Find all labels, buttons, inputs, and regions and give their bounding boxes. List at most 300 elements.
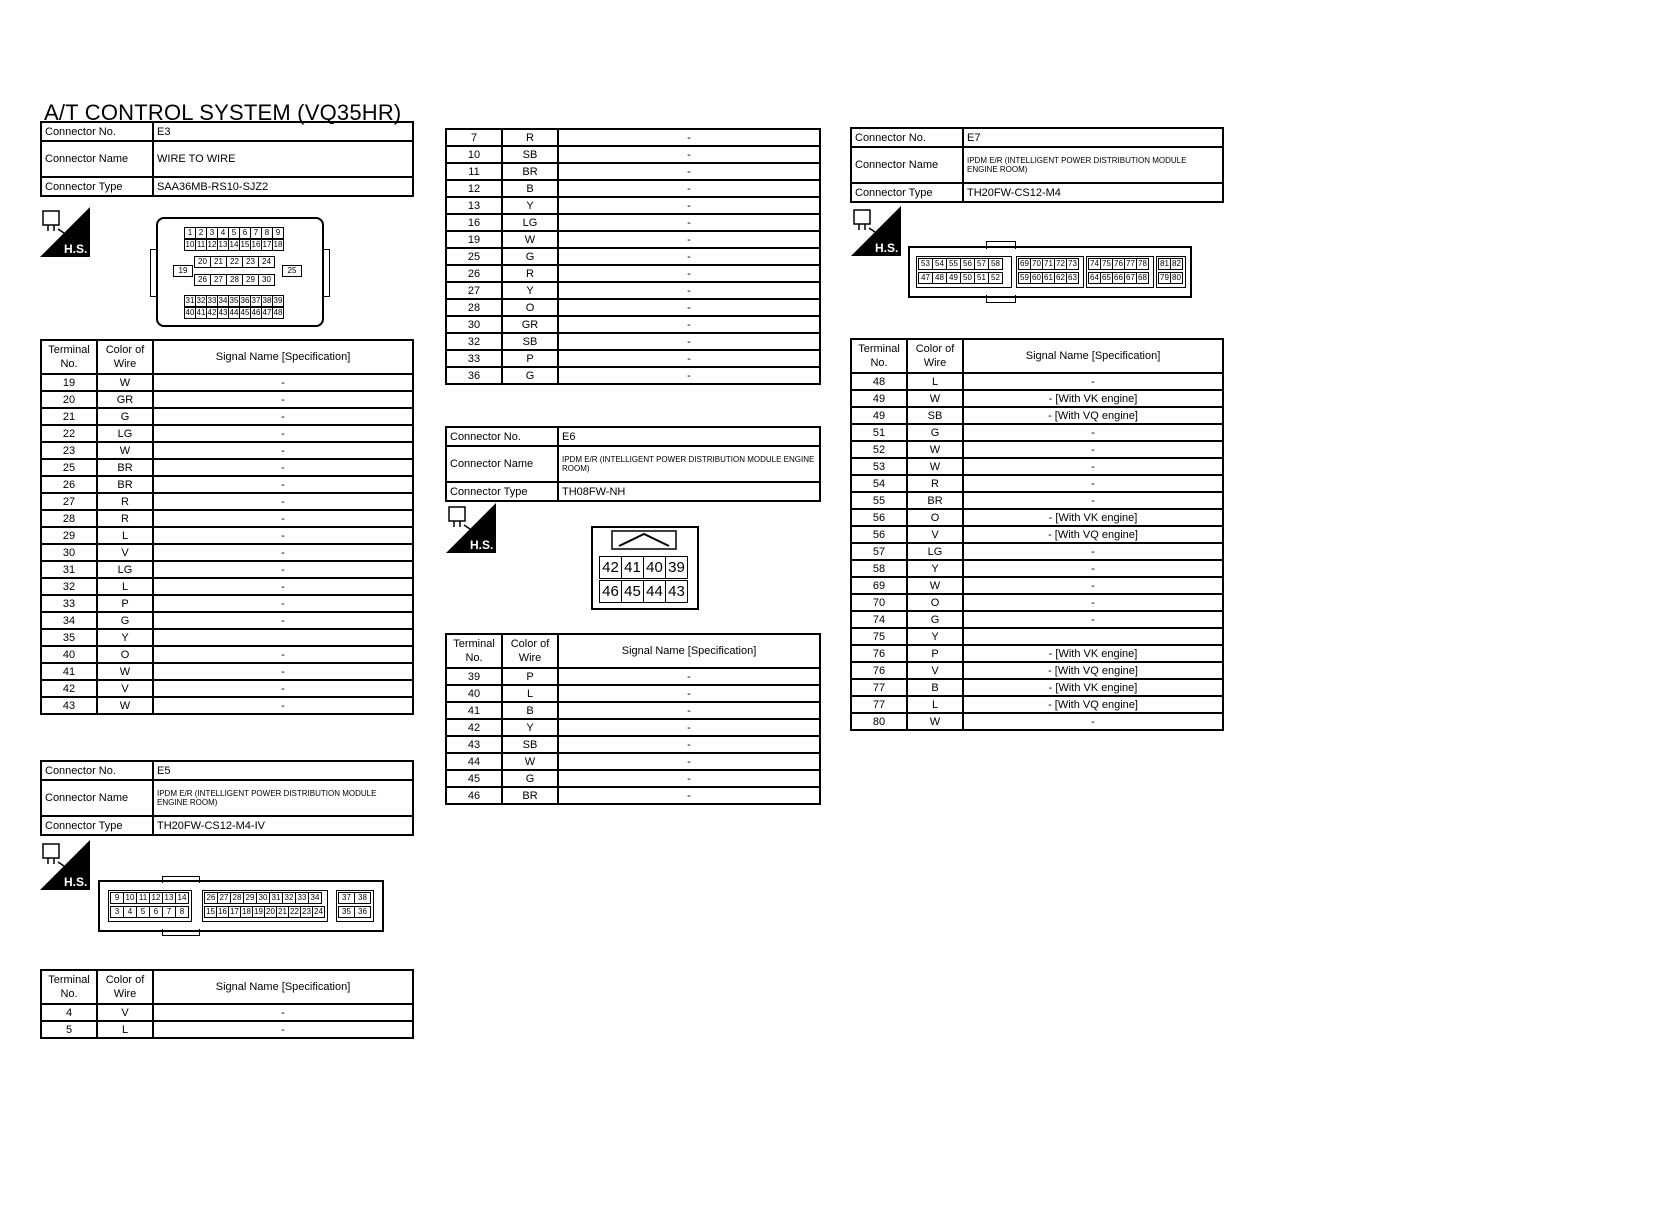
e7-pin-72: 72 (1054, 258, 1067, 270)
e3-pin-16: 16 (251, 240, 261, 249)
terminal-no-cell: 40 (446, 685, 502, 702)
table-row (851, 543, 1223, 560)
terminal-no-cell: 43 (41, 697, 97, 714)
e3-pin-19: 19 (173, 265, 193, 277)
connector-no-value: E7 (963, 128, 1223, 147)
signal-name-cell: - (558, 163, 820, 180)
table-row (446, 333, 820, 350)
e7-pin-76: 76 (1112, 258, 1125, 270)
signal-name-cell: - (558, 350, 820, 367)
wire-color-cell: O (907, 594, 963, 611)
e3-pin-20: 20 (194, 256, 211, 268)
connector-name-value: WIRE TO WIRE (153, 141, 413, 177)
e5-pin-19: 19 (252, 906, 265, 918)
table-row (41, 442, 413, 459)
e7-pin-57: 57 (974, 258, 989, 270)
signal-name-cell: - [With VQ engine] (963, 407, 1223, 424)
connector-no-value: E5 (153, 761, 413, 780)
wire-color-cell: Y (907, 560, 963, 577)
table-row (446, 770, 820, 787)
terminal-no-cell: 43 (446, 736, 502, 753)
wire-color-cell: W (97, 663, 153, 680)
e7-pin-64: 64 (1088, 272, 1101, 284)
table-row (446, 180, 820, 197)
wire-color-cell: V (907, 526, 963, 543)
e3-pin-8: 8 (261, 227, 273, 239)
e3-pin-14: 14 (229, 240, 239, 249)
e5-pin-21: 21 (276, 906, 289, 918)
e3-pin-11: 11 (196, 240, 206, 249)
e3-terminal-table-continued (445, 128, 821, 385)
table-row (41, 663, 413, 680)
table-row (446, 265, 820, 282)
hs-icon (851, 206, 901, 256)
terminal-no-cell: 5 (41, 1021, 97, 1038)
e3-pin-2: 2 (195, 227, 207, 239)
e3-pin-17: 17 (262, 240, 272, 249)
wire-color-cell: B (502, 702, 558, 719)
terminal-no-cell: 80 (851, 713, 907, 730)
table-row (851, 458, 1223, 475)
terminal-no-cell: 29 (41, 527, 97, 544)
signal-name-cell: - (153, 1021, 413, 1038)
terminal-no-cell: 53 (851, 458, 907, 475)
signal-name-cell: - (558, 282, 820, 299)
table-row (851, 645, 1223, 662)
e5-pin-12: 12 (149, 892, 163, 904)
e7-pin-61: 61 (1042, 272, 1055, 284)
e7-pin-60: 60 (1030, 272, 1043, 284)
e7-pin-59: 59 (1018, 272, 1031, 284)
color-of-wire-header: Color of Wire (97, 340, 153, 374)
e5-pin-4: 4 (123, 906, 137, 918)
terminal-no-cell: 52 (851, 441, 907, 458)
e6-pin-45: 45 (621, 580, 644, 603)
e6-terminal-table (445, 633, 821, 805)
e5-pin-26: 26 (204, 892, 218, 904)
terminal-no-cell: 35 (41, 629, 97, 646)
e7-pin-48: 48 (932, 272, 947, 284)
table-row (41, 459, 413, 476)
e7-pin-58: 58 (988, 258, 1003, 270)
e5-pin-30: 30 (256, 892, 270, 904)
e3-pin-28: 28 (226, 274, 243, 286)
e7-connector-info (850, 127, 1224, 203)
signal-name-cell: - (153, 493, 413, 510)
terminal-no-header: Terminal No. (446, 634, 502, 668)
table-row (851, 373, 1223, 390)
wire-color-cell: W (907, 458, 963, 475)
connector-no-label: Connector No. (41, 122, 153, 141)
table-row (446, 248, 820, 265)
e3-connector-info (40, 121, 414, 197)
table-row (851, 696, 1223, 713)
terminal-no-cell: 23 (41, 442, 97, 459)
table-row (851, 492, 1223, 509)
e7-pin-81: 81 (1158, 258, 1171, 270)
table-row (446, 231, 820, 248)
color-of-wire-header: Color of Wire (502, 634, 558, 668)
wire-color-cell: P (502, 350, 558, 367)
e5-pin-20: 20 (264, 906, 277, 918)
wire-color-cell: Y (502, 282, 558, 299)
signal-name-header: Signal Name [Specification] (153, 970, 413, 1004)
table-row (446, 316, 820, 333)
e5-key-bottom (162, 929, 200, 936)
e3-pin-27: 27 (210, 274, 227, 286)
wire-color-cell: BR (907, 492, 963, 509)
e5-terminal-table (40, 969, 414, 1039)
terminal-no-cell: 10 (446, 146, 502, 163)
e3-pin-12: 12 (207, 240, 217, 249)
wire-color-cell: LG (97, 425, 153, 442)
e7-pin-82: 82 (1170, 258, 1183, 270)
e5-pin-32: 32 (282, 892, 296, 904)
wire-color-cell: LG (502, 214, 558, 231)
signal-name-cell: - (558, 685, 820, 702)
signal-name-cell: - (558, 719, 820, 736)
table-row (41, 561, 413, 578)
wire-color-cell: P (907, 645, 963, 662)
terminal-no-cell: 39 (446, 668, 502, 685)
signal-name-cell: - [With VQ engine] (963, 662, 1223, 679)
wire-color-cell: L (907, 373, 963, 390)
signal-name-cell: - [With VK engine] (963, 679, 1223, 696)
wire-color-cell: P (97, 595, 153, 612)
terminal-no-cell: 55 (851, 492, 907, 509)
e5-pin-14: 14 (175, 892, 189, 904)
terminal-no-cell: 49 (851, 407, 907, 424)
connector-name-value: IPDM E/R (INTELLIGENT POWER DISTRIBUTION MODULE ENGINE ROOM) (153, 780, 413, 816)
e7-pin-65: 65 (1100, 272, 1113, 284)
e7-pin-56: 56 (960, 258, 975, 270)
table-row (446, 146, 820, 163)
wire-color-cell: R (502, 265, 558, 282)
signal-name-cell: - (153, 578, 413, 595)
table-row (41, 510, 413, 527)
e7-pin-78: 78 (1136, 258, 1149, 270)
e7-pin-80: 80 (1170, 272, 1183, 284)
connector-name-value: IPDM E/R (INTELLIGENT POWER DISTRIBUTION MODULE ENGINE ROOM) (963, 147, 1223, 183)
e5-pin-38: 38 (354, 892, 371, 904)
terminal-no-cell: 77 (851, 696, 907, 713)
wire-color-cell: Y (97, 629, 153, 646)
terminal-no-cell: 70 (851, 594, 907, 611)
signal-name-cell: - (558, 787, 820, 804)
wire-color-cell: L (907, 696, 963, 713)
terminal-no-cell: 28 (446, 299, 502, 316)
e5-pin-6: 6 (149, 906, 163, 918)
e3-pin-25: 25 (282, 265, 302, 277)
terminal-no-cell: 41 (446, 702, 502, 719)
table-row (446, 719, 820, 736)
terminal-no-cell: 27 (41, 493, 97, 510)
signal-name-cell: - (963, 713, 1223, 730)
wire-color-cell: W (97, 374, 153, 391)
table-row (446, 282, 820, 299)
e6-connector-info (445, 426, 821, 502)
terminal-no-cell: 13 (446, 197, 502, 214)
table-row (41, 697, 413, 714)
e3-connector-diagram (156, 217, 324, 327)
terminal-no-cell: 48 (851, 373, 907, 390)
signal-name-cell (153, 629, 413, 646)
hs-label: H.S. (64, 875, 88, 889)
connector-type-label: Connector Type (446, 482, 558, 501)
table-row (41, 493, 413, 510)
terminal-no-cell: 77 (851, 679, 907, 696)
hs-label: H.S. (64, 242, 88, 256)
e7-pin-75: 75 (1100, 258, 1113, 270)
connector-name-label: Connector Name (446, 446, 558, 482)
signal-name-cell: - (153, 391, 413, 408)
terminal-no-cell: 30 (41, 544, 97, 561)
terminal-no-cell: 45 (446, 770, 502, 787)
connector-no-label: Connector No. (446, 427, 558, 446)
hs-icon (40, 840, 90, 890)
connector-type-value: TH20FW-CS12-M4-IV (153, 816, 413, 835)
wire-color-cell: BR (502, 787, 558, 804)
e7-key-bottom (986, 295, 1016, 303)
table-row (446, 129, 820, 146)
table-row (41, 578, 413, 595)
terminal-no-cell: 76 (851, 662, 907, 679)
terminal-no-cell: 57 (851, 543, 907, 560)
wire-color-cell: SB (502, 333, 558, 350)
signal-name-cell: - (963, 441, 1223, 458)
wire-color-cell: W (907, 713, 963, 730)
terminal-no-cell: 19 (41, 374, 97, 391)
terminal-no-cell: 12 (446, 180, 502, 197)
connector-no-label: Connector No. (41, 761, 153, 780)
signal-name-cell: - (963, 560, 1223, 577)
e3-pin-45: 45 (240, 308, 250, 317)
wire-color-cell: SB (907, 407, 963, 424)
e3-pin-31: 31 (185, 296, 195, 305)
e7-pin-51: 51 (974, 272, 989, 284)
e6-pin-43: 43 (665, 580, 688, 603)
wire-color-cell: O (502, 299, 558, 316)
e6-pin-41: 41 (621, 556, 644, 579)
terminal-no-cell: 7 (446, 129, 502, 146)
e3-pin-48: 48 (273, 308, 283, 317)
hs-label: H.S. (875, 241, 899, 255)
table-row (446, 736, 820, 753)
signal-name-cell: - (153, 408, 413, 425)
e5-pin-23: 23 (300, 906, 313, 918)
e7-key-top (986, 241, 1016, 249)
wire-color-cell: BR (97, 459, 153, 476)
table-row (446, 753, 820, 770)
e5-pin-22: 22 (288, 906, 301, 918)
e5-connector-diagram (98, 880, 384, 932)
signal-name-cell: - (558, 736, 820, 753)
e5-pin-28: 28 (230, 892, 244, 904)
terminal-no-cell: 40 (41, 646, 97, 663)
e7-pin-70: 70 (1030, 258, 1043, 270)
table-row (446, 163, 820, 180)
e3-pin-13: 13 (218, 240, 228, 249)
e7-pin-66: 66 (1112, 272, 1125, 284)
terminal-no-cell: 42 (41, 680, 97, 697)
wire-color-cell: G (502, 770, 558, 787)
connector-type-value: SAA36MB-RS10-SJZ2 (153, 177, 413, 196)
e3-pin-10: 10 (185, 240, 195, 249)
wire-color-cell: W (907, 577, 963, 594)
e3-pin-34: 34 (218, 296, 228, 305)
e3-pin-5: 5 (228, 227, 240, 239)
e3-pin-3: 3 (206, 227, 218, 239)
e3-pin-6: 6 (239, 227, 251, 239)
e3-pin-37: 37 (251, 296, 261, 305)
e5-connector-info (40, 760, 414, 836)
e3-pin-22: 22 (226, 256, 243, 268)
e6-pin-46: 46 (599, 580, 622, 603)
e5-pin-7: 7 (162, 906, 176, 918)
wire-color-cell: G (907, 424, 963, 441)
terminal-no-cell: 25 (41, 459, 97, 476)
signal-name-cell: - (558, 770, 820, 787)
e5-pin-17: 17 (228, 906, 241, 918)
wire-color-cell: G (502, 248, 558, 265)
e5-pin-15: 15 (204, 906, 217, 918)
terminal-no-cell: 58 (851, 560, 907, 577)
wire-color-cell: Y (502, 719, 558, 736)
e5-pin-11: 11 (136, 892, 150, 904)
terminal-no-cell: 28 (41, 510, 97, 527)
e7-pin-77: 77 (1124, 258, 1137, 270)
e6-connector-diagram (591, 526, 699, 610)
terminal-no-cell: 74 (851, 611, 907, 628)
signal-name-cell: - [With VK engine] (963, 509, 1223, 526)
e3-pin-30: 30 (258, 274, 275, 286)
table-row (41, 374, 413, 391)
terminal-no-cell: 11 (446, 163, 502, 180)
terminal-no-cell: 44 (446, 753, 502, 770)
wire-color-cell: L (97, 527, 153, 544)
table-row (41, 425, 413, 442)
e5-key-top (162, 876, 200, 883)
e6-pin-42: 42 (599, 556, 622, 579)
e3-pin-21: 21 (210, 256, 227, 268)
terminal-no-cell: 54 (851, 475, 907, 492)
terminal-no-cell: 69 (851, 577, 907, 594)
e7-pin-68: 68 (1136, 272, 1149, 284)
table-row (41, 595, 413, 612)
e5-pin-5: 5 (136, 906, 150, 918)
signal-name-cell: - (963, 543, 1223, 560)
wire-color-cell: O (97, 646, 153, 663)
terminal-no-cell: 30 (446, 316, 502, 333)
e3-pin-7: 7 (250, 227, 262, 239)
signal-name-cell: - (153, 646, 413, 663)
connector-type-label: Connector Type (41, 177, 153, 196)
e3-pin-42: 42 (207, 308, 217, 317)
e3-pin-38: 38 (262, 296, 272, 305)
signal-name-header: Signal Name [Specification] (558, 634, 820, 668)
e5-pin-16: 16 (216, 906, 229, 918)
table-row (851, 679, 1223, 696)
wire-color-cell: W (502, 231, 558, 248)
connector-no-value: E6 (558, 427, 820, 446)
terminal-no-cell: 41 (41, 663, 97, 680)
table-row (446, 367, 820, 384)
table-row (41, 680, 413, 697)
signal-name-cell: - (153, 527, 413, 544)
wire-color-cell: BR (97, 476, 153, 493)
signal-name-cell: - (153, 1004, 413, 1021)
table-row (41, 646, 413, 663)
terminal-no-cell: 26 (446, 265, 502, 282)
terminal-no-cell: 31 (41, 561, 97, 578)
terminal-no-cell: 76 (851, 645, 907, 662)
e3-pin-32: 32 (196, 296, 206, 305)
e5-pin-34: 34 (308, 892, 322, 904)
e3-pin-23: 23 (242, 256, 259, 268)
table-row (446, 350, 820, 367)
e7-pin-54: 54 (932, 258, 947, 270)
e5-pin-8: 8 (175, 906, 189, 918)
terminal-no-cell: 42 (446, 719, 502, 736)
signal-name-cell: - [With VQ engine] (963, 696, 1223, 713)
table-row (851, 390, 1223, 407)
terminal-no-cell: 36 (446, 367, 502, 384)
table-row (446, 702, 820, 719)
signal-name-cell: - (558, 197, 820, 214)
signal-name-cell (963, 628, 1223, 645)
connector-name-label: Connector Name (851, 147, 963, 183)
signal-name-cell: - (153, 374, 413, 391)
terminal-no-header: Terminal No. (41, 970, 97, 1004)
table-row (41, 391, 413, 408)
signal-name-cell: - (153, 425, 413, 442)
signal-name-cell: - [With VQ engine] (963, 526, 1223, 543)
connector-type-value: TH08FW-NH (558, 482, 820, 501)
terminal-no-cell: 16 (446, 214, 502, 231)
signal-name-cell: - (963, 475, 1223, 492)
e3-pin-9: 9 (272, 227, 284, 239)
signal-name-cell: - (963, 611, 1223, 628)
signal-name-cell: - (963, 492, 1223, 509)
table-row (41, 629, 413, 646)
e3-pin-43: 43 (218, 308, 228, 317)
terminal-no-cell: 51 (851, 424, 907, 441)
e7-pin-74: 74 (1088, 258, 1101, 270)
e7-pin-79: 79 (1158, 272, 1171, 284)
table-row (41, 612, 413, 629)
e5-pin-35: 35 (338, 906, 355, 918)
connector-name-label: Connector Name (41, 780, 153, 816)
e6-pin-40: 40 (643, 556, 666, 579)
table-row (41, 1004, 413, 1021)
hs-icon (446, 503, 496, 553)
e3-pin-4: 4 (217, 227, 229, 239)
table-row (41, 544, 413, 561)
terminal-no-header: Terminal No. (851, 339, 907, 373)
wire-color-cell: SB (502, 736, 558, 753)
e7-pin-55: 55 (946, 258, 961, 270)
e6-pin-39: 39 (665, 556, 688, 579)
hs-icon (40, 207, 90, 257)
wire-color-cell: B (907, 679, 963, 696)
e3-pin-15: 15 (240, 240, 250, 249)
terminal-no-cell: 27 (446, 282, 502, 299)
terminal-no-cell: 46 (446, 787, 502, 804)
table-row (446, 214, 820, 231)
signal-name-cell: - (558, 333, 820, 350)
signal-name-cell: - (153, 680, 413, 697)
table-row (851, 475, 1223, 492)
